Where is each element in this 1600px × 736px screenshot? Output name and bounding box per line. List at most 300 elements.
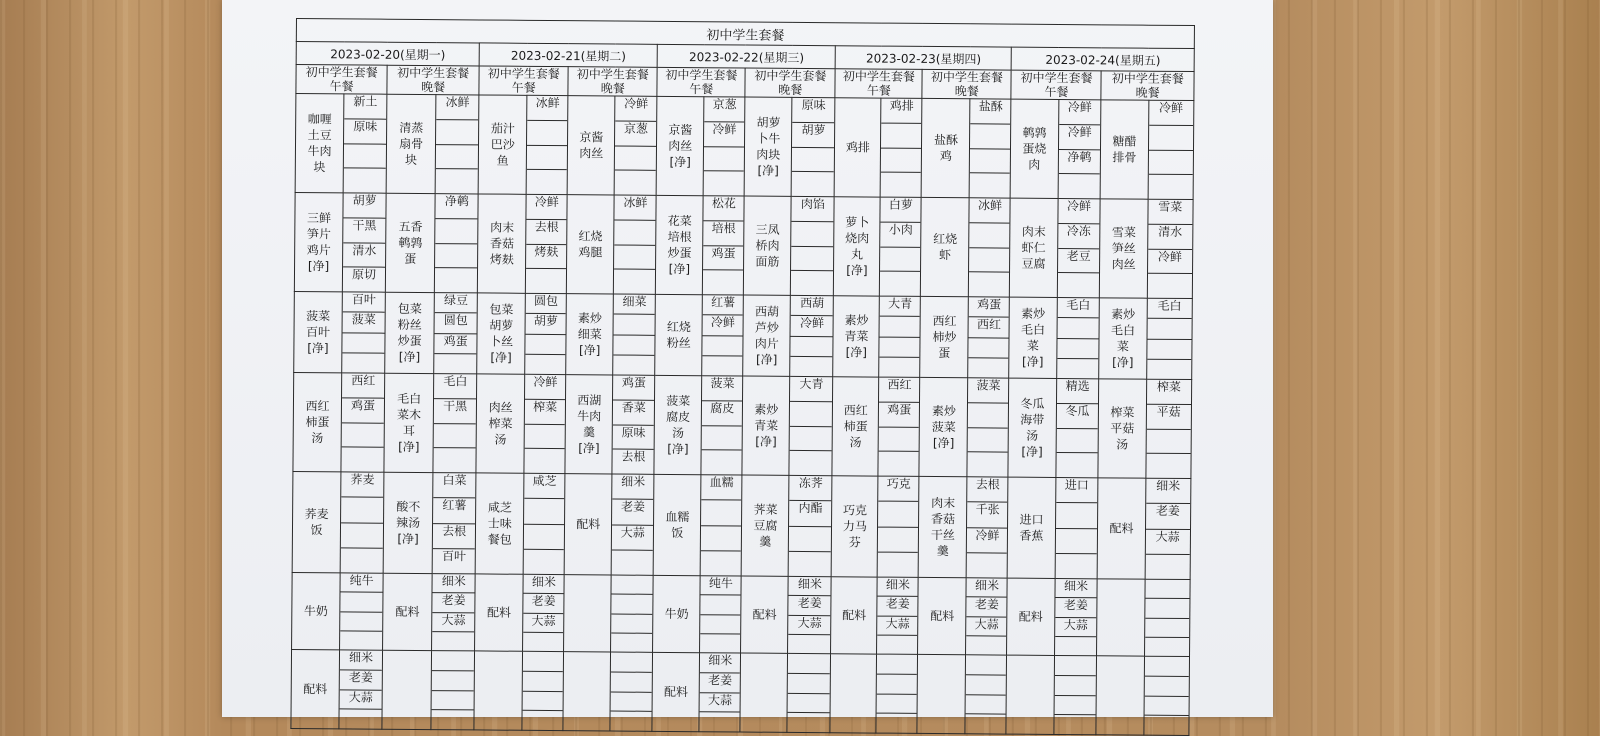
ingredient-list: [1144, 657, 1189, 735]
ingredient-cell: [1054, 578, 1098, 655]
ingredient-item: 净鹌: [1058, 149, 1100, 174]
ingredient-item: 老姜: [524, 594, 564, 614]
ingredient-cell: [340, 573, 384, 650]
ingredient-item: 大蒜: [523, 613, 563, 633]
ingredient-cell: [1146, 298, 1192, 379]
ingredient-list: [342, 292, 385, 372]
ingredient-list: [877, 578, 918, 654]
ingredient-item: [1148, 150, 1193, 175]
ingredient-item: 荞麦: [341, 472, 383, 498]
ingredient-item: [1055, 637, 1097, 656]
ingredient-item: [880, 337, 920, 358]
ingredient-item: 细米: [878, 578, 918, 598]
ingredient-cell: [526, 95, 568, 194]
ingredient-item: 冷鲜: [616, 97, 657, 122]
ingredient-item: [700, 634, 740, 653]
ingredient-cell: [435, 95, 479, 194]
ingredient-item: 白菜: [433, 473, 475, 499]
ingredient-cell: [877, 577, 919, 654]
ingredient-list: [1146, 380, 1191, 478]
ingredient-item: [526, 355, 566, 375]
ingredient-cell: [614, 96, 657, 195]
ingredient-cell: [522, 651, 564, 730]
ingredient-list: [792, 98, 835, 196]
ingredient-item: [1144, 676, 1189, 696]
ingredient-item: [791, 357, 833, 377]
ingredient-item: [702, 426, 742, 451]
ingredient-list: [1147, 299, 1192, 379]
ingredient-item: [969, 338, 1009, 359]
ingredient-item: [791, 336, 833, 357]
ingredient-item: [525, 449, 565, 473]
dish-cell: [740, 653, 788, 732]
dish-cell: 包菜 粉丝 炒蛋 [净]: [385, 292, 435, 373]
ingredient-item: [434, 354, 476, 374]
ingredient-item: 小肉: [881, 222, 921, 247]
ingredient-item: 大青: [790, 377, 832, 402]
ingredient-item: 老姜: [1146, 504, 1191, 530]
ingredient-list: [343, 193, 386, 291]
ingredient-item: 香菜: [613, 400, 654, 425]
ingredient-list: [1055, 579, 1098, 655]
ingredient-list: [966, 655, 1007, 733]
ingredient-cell: [700, 576, 742, 653]
ingredient-item: 冬瓜: [1056, 404, 1098, 429]
ingredient-list: [613, 376, 655, 474]
ingredient-item: [527, 121, 567, 146]
dish-cell: 五香 鹌鹑 蛋: [385, 193, 435, 292]
ingredient-item: [614, 355, 655, 375]
ingredient-item: 红薯: [703, 295, 743, 316]
ingredient-item: [612, 575, 653, 595]
ingredient-item: 细米: [613, 475, 654, 501]
ingredient-item: 榨菜: [525, 400, 565, 425]
ingredient-item: [524, 499, 564, 525]
dish-cell: [474, 651, 523, 730]
ingredient-item: 冷鲜: [525, 375, 565, 400]
ingredient-item: 菠菜: [343, 313, 385, 334]
ingredient-list: [700, 576, 741, 652]
ingredient-cell: [1147, 199, 1193, 298]
dish-cell: 清蒸 扇骨 块: [386, 94, 436, 193]
ingredient-item: [969, 273, 1009, 297]
dish-cell: [1096, 656, 1144, 735]
ingredient-item: [523, 652, 563, 672]
ingredient-item: [881, 173, 921, 197]
ingredient-cell: [702, 295, 744, 376]
ingredient-cell: [879, 296, 921, 377]
ingredient-item: [792, 172, 834, 196]
ingredient-cell: [610, 652, 653, 731]
ingredient-item: [788, 693, 830, 713]
ingredient-item: [432, 671, 474, 691]
ingredient-item: [340, 631, 382, 650]
dish-cell: 肉末 香菇 烤麸: [478, 194, 527, 293]
ingredient-item: 大蒜: [878, 616, 918, 636]
ingredient-item: [789, 526, 831, 552]
ingredient-item: [969, 358, 1009, 378]
dish-cell: 咖喱 土豆 牛肉 块: [295, 94, 344, 193]
ingredient-item: 毛白: [434, 374, 476, 399]
ingredient-item: 纯牛: [341, 573, 383, 593]
ingredient-cell: [703, 196, 745, 295]
ingredient-item: 大蒜: [967, 617, 1007, 637]
ingredient-item: 细米: [1055, 579, 1097, 599]
ingredient-list: [879, 378, 920, 476]
ingredient-item: 去根: [968, 477, 1008, 503]
dish-cell: 素炒 细菜 [净]: [566, 294, 614, 375]
ingredient-item: 清水: [343, 243, 385, 268]
ingredient-item: 鸡蛋: [703, 246, 743, 271]
ingredient-list: [791, 296, 834, 376]
ingredient-item: 老姜: [433, 593, 475, 613]
ingredient-item: [967, 553, 1007, 578]
ingredient-list: [881, 99, 922, 197]
ingredient-list: [880, 198, 921, 296]
ingredient-list: [433, 473, 476, 573]
ingredient-item: [615, 171, 656, 195]
ingredient-item: [612, 614, 653, 634]
dish-cell: 包菜 胡萝 卜丝 [净]: [477, 293, 526, 374]
ingredient-item: [1057, 338, 1099, 359]
dish-cell: [1097, 579, 1145, 656]
meal-header: 初中学生套餐 午餐: [1011, 70, 1101, 100]
dish-cell: [1006, 655, 1054, 734]
ingredient-item: 冷鲜: [1058, 199, 1100, 224]
ingredient-item: 去根: [621, 449, 646, 465]
ingredient-list: [877, 655, 918, 733]
ingredient-list: [968, 378, 1009, 476]
ingredient-list: [1145, 479, 1190, 579]
dish-cell: 配料: [291, 649, 340, 728]
ingredient-cell: [1144, 579, 1190, 656]
ingredient-item: [704, 147, 744, 172]
ingredient-item: 西红: [969, 318, 1009, 339]
ingredient-item: [614, 270, 655, 294]
ingredient-list: [342, 373, 385, 471]
ingredient-item: [792, 222, 834, 247]
ingredient-list: [969, 297, 1010, 377]
ingredient-list: [614, 196, 656, 294]
dish-cell: 茄汁 巴沙 鱼: [478, 95, 527, 194]
ingredient-item: 原切: [352, 267, 377, 282]
ingredient-list: [704, 97, 745, 195]
dish-cell: 素炒 青菜 [净]: [833, 296, 880, 377]
ingredient-list: [967, 477, 1008, 577]
ingredient-item: [881, 123, 921, 148]
ingredient-item: [1147, 274, 1192, 298]
ingredient-item: [701, 526, 741, 552]
ingredient-cell: [876, 654, 918, 733]
dish-cell: 冬瓜 海带 汤 [净]: [1008, 378, 1056, 477]
ingredient-item: [612, 550, 653, 575]
ingredient-item: 冰鲜: [970, 198, 1010, 223]
ingredient-list: [432, 651, 475, 729]
dish-cell: 素炒 毛白 菜 [净]: [1099, 298, 1147, 379]
ingredient-list: [1148, 101, 1193, 199]
ingredient-cell: [611, 474, 654, 575]
ingredient-cell: [699, 653, 741, 732]
ingredient-item: 烤麸: [526, 244, 566, 269]
ingredient-item: 大蒜: [1145, 529, 1190, 555]
ingredient-item: 细米: [700, 653, 740, 673]
dish-cell: 配料: [918, 577, 967, 654]
ingredient-item: 大蒜: [789, 615, 831, 635]
ingredient-item: [788, 713, 830, 732]
ingredient-cell: [1058, 99, 1102, 198]
ingredient-item: [1056, 428, 1098, 453]
ingredient-item: 雪菜: [1148, 200, 1193, 225]
date-header: 2023-02-22(星期三): [657, 44, 835, 68]
ingredient-item: 老姜: [340, 670, 382, 690]
ingredient-item: 冷鲜: [1059, 100, 1101, 125]
ingredient-item: [523, 691, 563, 711]
ingredient-item: [1145, 618, 1190, 638]
dish-cell: 胡萝 卜牛 肉块 [净]: [744, 97, 792, 196]
ingredient-cell: [881, 98, 923, 197]
ingredient-item: 京葱: [615, 121, 656, 146]
ingredient-item: [880, 247, 920, 272]
ingredient-item: [700, 712, 740, 731]
ingredient-item: [1054, 676, 1096, 696]
dish-cell: [563, 652, 611, 731]
ingredient-cell: [341, 373, 385, 472]
ingredient-cell: [1057, 198, 1101, 297]
dish-cell: 肉末 香菇 干丝 羹: [919, 476, 968, 577]
ingredient-item: 大蒜: [432, 613, 474, 633]
ingredient-cell: [789, 475, 833, 576]
ingredient-cell: [789, 376, 833, 475]
ingredient-item: [1149, 125, 1194, 150]
ingredient-cell: [1056, 297, 1100, 378]
ingredient-item: 胡萝: [792, 123, 834, 148]
ingredient-cell: [340, 472, 384, 573]
ingredient-item: 血糯: [702, 475, 742, 501]
ingredient-item: 鸡蛋: [342, 398, 384, 423]
dish-cell: 榨菜 平菇 汤: [1098, 379, 1146, 478]
ingredient-cell: [792, 97, 836, 196]
dish-cell: 血糯 饭: [653, 474, 701, 575]
ingredient-item: 冰鲜: [615, 196, 656, 221]
dish-cell: 三凤 桥肉 面筋: [744, 196, 792, 295]
dish-cell: 肉末 虾仁 豆腐: [1010, 198, 1058, 297]
ingredient-item: [790, 402, 832, 427]
ingredient-item: 细米: [340, 650, 382, 670]
ingredient-cell: [611, 575, 654, 652]
menu-row: [293, 372, 1192, 478]
ingredient-item: 纯牛: [701, 576, 741, 596]
dish-cell: [564, 575, 612, 652]
ingredient-item: [611, 633, 652, 652]
ingredient-item: [527, 170, 567, 194]
ingredient-list: [967, 578, 1008, 654]
ingredient-item: [523, 711, 563, 730]
ingredient-list: [523, 575, 564, 651]
ingredient-item: 西红: [879, 378, 919, 403]
ingredient-item: [342, 423, 384, 448]
dish-cell: 毛白 菜木 耳 [净]: [384, 373, 434, 472]
ingredient-cell: [968, 297, 1010, 378]
ingredient-list: [700, 653, 741, 731]
meal-header: 初中学生套餐 午餐: [296, 65, 387, 95]
ingredient-item: [1056, 453, 1098, 477]
ingredient-list: [701, 475, 742, 575]
ingredient-item: [435, 268, 477, 292]
dish-cell: 牛奶: [292, 572, 341, 649]
dish-cell: 菠菜 百叶 [净]: [294, 291, 343, 372]
ingredient-list: [612, 475, 654, 575]
ingredient-cell: [435, 194, 479, 293]
ingredient-item: 菠菜: [968, 378, 1008, 403]
ingredient-item: 平菇: [1146, 404, 1191, 429]
ingredient-item: [879, 452, 919, 476]
ingredient-item: [344, 169, 386, 193]
ingredient-cell: [431, 651, 475, 730]
ingredient-list: [1056, 379, 1099, 477]
ingredient-item: [436, 169, 478, 193]
dish-cell: 西红 柿炒 蛋: [920, 296, 969, 377]
ingredient-item: [612, 595, 653, 615]
ingredient-item: [611, 712, 652, 731]
dish-cell: 京酱 肉丝: [567, 96, 615, 195]
ingredient-list: [526, 195, 567, 293]
dish-cell: 盐酥 鸡: [921, 98, 970, 197]
ingredient-item: 冰鲜: [528, 96, 568, 121]
dish-cell: 素炒 青菜 [净]: [742, 376, 790, 475]
ingredient-cell: [791, 196, 835, 295]
dish-cell: 荞麦 饭: [292, 471, 341, 572]
ingredient-cell: [966, 578, 1008, 655]
ingredient-cell: [525, 293, 567, 374]
dish-cell: 进口 香蕉: [1008, 477, 1056, 578]
ingredient-item: 鸡蛋: [969, 297, 1009, 318]
ingredient-item: [881, 148, 921, 173]
ingredient-item: 细米: [524, 575, 564, 595]
ingredient-item: 圆包: [435, 313, 477, 334]
ingredient-item: [432, 691, 474, 711]
ingredient-item: [789, 552, 831, 577]
ingredient-item: 巧克: [879, 477, 919, 503]
meal-header: 初中学生套餐 午餐: [657, 67, 745, 97]
ingredient-item: 千张: [968, 503, 1008, 529]
ingredient-item: [1147, 339, 1192, 360]
ingredient-item: [615, 220, 656, 245]
ingredient-cell: [613, 294, 656, 375]
ingredient-item: [1146, 454, 1191, 478]
ingredient-item: 肉馅: [792, 197, 834, 222]
ingredient-item: [1144, 716, 1189, 735]
ingredient-item: [1057, 318, 1099, 339]
ingredient-item: 冷鲜: [1058, 125, 1100, 150]
ingredient-item: [701, 595, 741, 615]
menu-row: [292, 572, 1191, 656]
date-header: 2023-02-23(星期四): [835, 46, 1011, 70]
meal-header: 初中学生套餐 午餐: [479, 66, 568, 96]
ingredient-list: [436, 95, 479, 193]
ingredient-item: 圆包: [526, 294, 566, 315]
meal-header: 初中学生套餐 晚餐: [745, 68, 835, 98]
ingredient-item: 红薯: [433, 498, 475, 524]
ingredient-item: [435, 219, 477, 244]
ingredient-item: 鸡蛋: [879, 402, 919, 427]
ingredient-item: 老姜: [878, 597, 918, 617]
ingredient-item: 干黑: [343, 218, 385, 243]
ingredient-item: [434, 448, 476, 472]
ingredient-item: [1055, 528, 1097, 554]
date-header: 2023-02-21(星期二): [479, 43, 657, 67]
ingredient-list: [878, 477, 919, 577]
ingredient-item: 细米: [967, 578, 1007, 598]
ingredient-item: [615, 146, 656, 171]
ingredient-item: [614, 335, 655, 356]
ingredient-item: 腐皮: [702, 401, 742, 426]
dish-cell: 荠菜 豆腐 羹: [741, 475, 789, 576]
ingredient-list: [434, 374, 477, 472]
ingredient-list: [1145, 580, 1190, 656]
dish-cell: 糖醋 排骨: [1101, 100, 1149, 199]
ingredient-item: [704, 171, 744, 195]
dish-cell: 红烧 虾: [921, 197, 970, 296]
ingredient-item: [877, 674, 917, 694]
ingredient-cell: [432, 473, 476, 574]
ingredient-item: 西红: [342, 373, 384, 398]
ingredient-cell: [1055, 477, 1099, 578]
ingredient-item: [432, 651, 474, 671]
meal-header: 初中学生套餐 晚餐: [568, 67, 657, 97]
ingredient-item: 精选: [1056, 379, 1098, 404]
ingredient-list: [789, 476, 832, 576]
ingredient-item: [970, 124, 1010, 149]
ingredient-item: 冷冻: [1058, 224, 1100, 249]
ingredient-item: [524, 550, 564, 575]
ingredient-item: [790, 451, 832, 475]
ingredient-item: 清水: [1148, 224, 1193, 249]
ingredient-item: [340, 710, 382, 729]
ingredient-cell: [788, 576, 832, 653]
ingredient-item: [611, 672, 652, 692]
menu-row: [292, 471, 1191, 579]
dish-cell: 配料: [475, 574, 524, 651]
ingredient-item: 松花: [704, 196, 744, 221]
ingredient-item: 盐酥: [971, 99, 1011, 124]
menu-row: [295, 94, 1194, 200]
ingredient-item: 百叶: [441, 548, 467, 564]
dish-cell: 配料: [383, 573, 433, 650]
ingredient-item: [436, 145, 478, 170]
ingredient-cell: [790, 295, 834, 376]
ingredient-cell: [339, 650, 383, 729]
ingredient-cell: [1053, 655, 1097, 734]
ingredient-list: [788, 577, 831, 653]
ingredient-item: [1055, 554, 1097, 579]
dish-cell: 巧克 力马 芬: [832, 476, 879, 577]
ingredient-item: [526, 334, 566, 355]
ingredient-item: [788, 635, 830, 654]
date-header: 2023-02-20(星期一): [296, 42, 479, 66]
ingredient-list: [434, 293, 477, 373]
ingredient-item: [966, 715, 1006, 734]
ingredient-item: [967, 636, 1007, 655]
ingredient-cell: [614, 195, 657, 294]
dish-cell: 配料: [741, 576, 789, 653]
ingredient-item: 鸡排: [882, 99, 922, 124]
ingredient-cell: [1143, 656, 1189, 735]
ingredient-item: 鸡蛋: [435, 334, 477, 355]
ingredient-item: [1054, 656, 1096, 676]
dish-cell: 牛奶: [653, 575, 701, 652]
ingredient-list: [341, 472, 384, 572]
ingredient-item: [523, 672, 563, 692]
